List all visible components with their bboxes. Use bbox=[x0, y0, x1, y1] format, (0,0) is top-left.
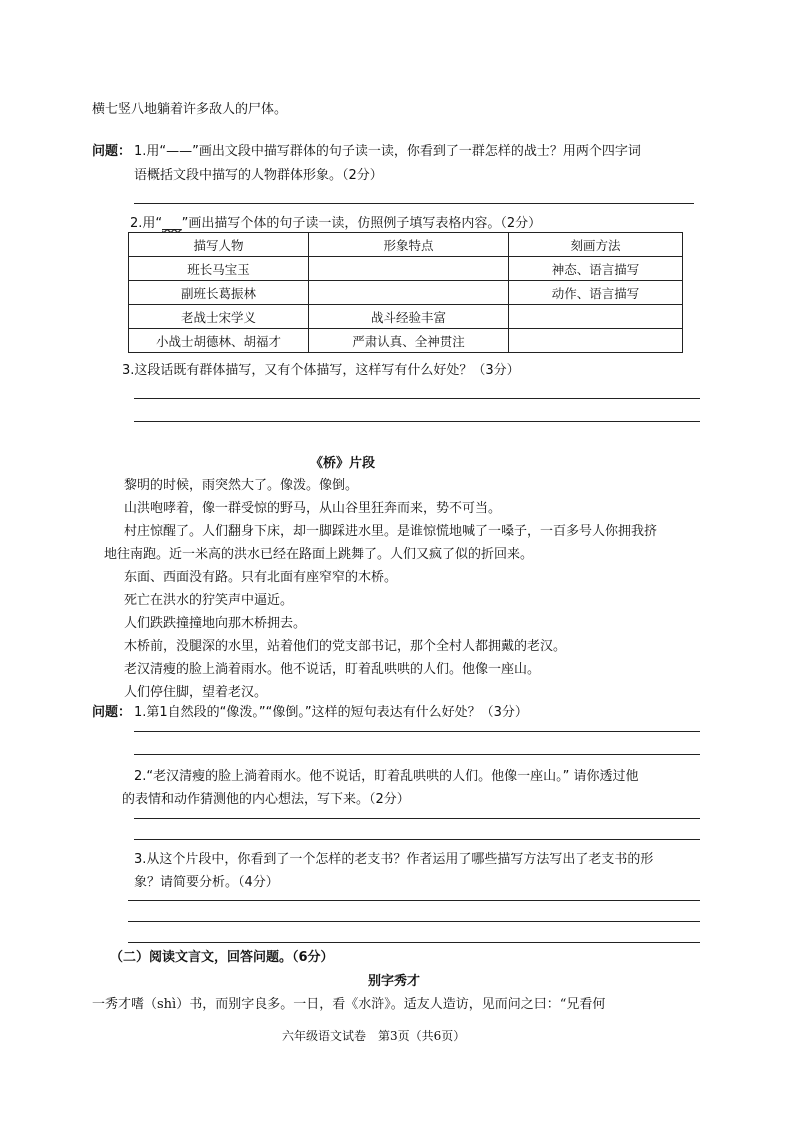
table-cell-blank[interactable] bbox=[509, 305, 683, 329]
page-footer: 六年级语文试卷 第3页（共6页） bbox=[282, 1029, 466, 1043]
passage-paragraph: 黎明的时候，雨突然大了。像泼。像倒。 bbox=[124, 478, 359, 493]
question-2-text: 2.用“___”画出描写个体的句子读一读，仿照例子填写表格内容。（2分） bbox=[130, 216, 542, 231]
question-3-text-cont: 象？请简要分析。（4分） bbox=[134, 875, 279, 890]
table-header: 刻画方法 bbox=[509, 233, 683, 257]
characters-table bbox=[128, 232, 683, 353]
answer-line[interactable] bbox=[134, 754, 700, 755]
answer-line[interactable] bbox=[128, 921, 700, 922]
passage-paragraph-cont: 地往南跑。近一米高的洪水已经在路面上跳舞了。人们又疯了似的折回来。 bbox=[104, 547, 534, 562]
passage-title: 《桥》片段 bbox=[310, 456, 376, 471]
question-1-text: 1.用“——”画出文段中描写群体的句子读一读，你看到了一群怎样的战士？用两个四字词 bbox=[134, 144, 641, 159]
question-2-text: 2.“老汉清瘦的脸上淌着雨水。他不说话，盯着乱哄哄的人们。他像一座山。” 请你透过他 bbox=[134, 769, 639, 784]
table-cell-blank[interactable] bbox=[309, 257, 509, 281]
passage-last-line: 横七竖八地躺着许多敌人的尸体。 bbox=[92, 102, 288, 117]
table-cell: 小战士胡德林、胡福才 bbox=[129, 329, 309, 353]
passage-paragraph: 山洪咆哮着，像一群受惊的野马，从山谷里狂奔而来，势不可当。 bbox=[124, 501, 502, 516]
classical-text-title: 别字秀才 bbox=[368, 974, 421, 989]
question-3-text: 3.这段话既有群体描写，又有个体描写，这样写有什么好处？（3分） bbox=[122, 363, 520, 378]
table-cell: 班长马宝玉 bbox=[129, 257, 309, 281]
section-heading: （二）阅读文言文，回答问题。（6分） bbox=[110, 950, 334, 965]
passage-paragraph: 村庄惊醒了。人们翻身下床，却一脚踩进水里。是谁惊慌地喊了一嗓子，一百多号人你拥我挤 bbox=[124, 524, 658, 539]
answer-line[interactable] bbox=[134, 203, 694, 204]
passage-paragraph: 人们停住脚，望着老汉。 bbox=[124, 685, 268, 700]
table-row bbox=[129, 257, 683, 281]
answer-line[interactable] bbox=[134, 421, 700, 422]
question-1-text: 1.第1自然段的“像泼。”“像倒。”这样的短句表达有什么好处？（3分） bbox=[134, 705, 528, 720]
table-cell: 动作、语言描写 bbox=[509, 281, 683, 305]
table-cell-blank[interactable] bbox=[509, 329, 683, 353]
table-row bbox=[129, 281, 683, 305]
passage-paragraph: 东面、西面没有路。只有北面有座窄窄的木桥。 bbox=[124, 570, 398, 585]
table-row bbox=[129, 329, 683, 353]
question-1-text-cont: 语概括文段中描写的人物群体形象。（2分） bbox=[134, 168, 383, 183]
answer-line[interactable] bbox=[134, 398, 700, 399]
question-2-text-cont: 的表情和动作猜测他的内心想法，写下来。（2分） bbox=[122, 792, 410, 807]
answer-line[interactable] bbox=[128, 942, 700, 943]
table-header: 形象特点 bbox=[309, 233, 509, 257]
question-label: 问题： bbox=[92, 705, 132, 720]
classical-text-line: 一秀才嗜（shì）书，而别字良多。一日，看《水浒》。适友人造访，见而问之曰：“兄看何 bbox=[92, 997, 606, 1012]
table-header: 描写人物 bbox=[129, 233, 309, 257]
passage-paragraph: 老汉清瘦的脸上淌着雨水。他不说话，盯着乱哄哄的人们。他像一座山。 bbox=[124, 662, 541, 677]
table-cell: 神态、语言描写 bbox=[509, 257, 683, 281]
table-cell: 副班长葛振林 bbox=[129, 281, 309, 305]
table-header-row bbox=[129, 233, 683, 257]
answer-line[interactable] bbox=[134, 818, 700, 819]
table-row bbox=[129, 305, 683, 329]
table-cell-blank[interactable] bbox=[309, 281, 509, 305]
question-label: 问题： bbox=[92, 144, 132, 159]
passage-paragraph: 死亡在洪水的狞笑声中逼近。 bbox=[124, 593, 294, 608]
question-3-text: 3.从这个片段中，你看到了一个怎样的老支书？作者运用了哪些描写方法写出了老支书的形 bbox=[134, 852, 654, 867]
passage-paragraph: 人们跌跌撞撞地向那木桥拥去。 bbox=[124, 616, 307, 631]
answer-line[interactable] bbox=[134, 731, 700, 732]
passage-paragraph: 木桥前，没腿深的水里，站着他们的党支部书记，那个全村人都拥戴的老汉。 bbox=[124, 639, 567, 654]
answer-line[interactable] bbox=[134, 839, 700, 840]
answer-line[interactable] bbox=[128, 900, 700, 901]
table-cell: 严肃认真、全神贯注 bbox=[309, 329, 509, 353]
table-cell: 老战士宋学义 bbox=[129, 305, 309, 329]
table-cell: 战斗经验丰富 bbox=[309, 305, 509, 329]
